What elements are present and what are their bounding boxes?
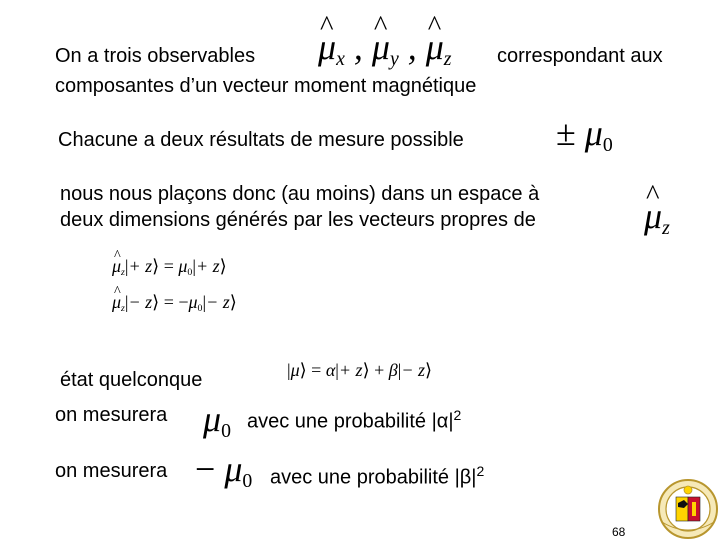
- probability-alpha: avec une probabilité $|\alpha|^2$: [247, 407, 462, 433]
- eigen-equation-plus: ^ $\mu_z|+$ z⟩ = $\mu_0|+$ z⟩: [112, 256, 227, 278]
- state-label: état quelconque: [60, 369, 203, 391]
- measure-value-plus: $\mu_0$: [203, 399, 231, 442]
- eigen-equation-minus: ^ $\mu_z|-$ z⟩ = $-\mu_0|-$ z⟩: [112, 292, 237, 314]
- moment-text: composantes d’un vecteur moment magnétique: [55, 75, 477, 97]
- intro-text-suffix: correspondant aux: [497, 45, 663, 67]
- measure-label-plus: on mesurera: [55, 404, 168, 426]
- eigenvectors-text: deux dimensions générés par les vecteurs propres de: [60, 209, 536, 231]
- probability-beta: avec une probabilité $|\beta|^2$: [270, 463, 485, 489]
- measure-value-minus: − $\mu_0$: [195, 449, 253, 492]
- measure-label-minus: on mesurera: [55, 460, 168, 482]
- state-equation: |μ⟩ = α|+ z⟩ + β|− z⟩: [287, 360, 433, 380]
- university-seal-logo: [656, 478, 720, 540]
- plus-minus-mu0: ± $\mu_0$: [556, 113, 613, 156]
- mu-z-operator: ^ $\mu_z$: [644, 195, 670, 240]
- slide-number: 68: [612, 525, 626, 539]
- intro-text: On a trois observables: [55, 45, 256, 67]
- results-text: Chacune a deux résultats de mesure possible: [58, 129, 464, 151]
- space-text: nous nous plaçons donc (au moins) dans un espace à: [60, 183, 540, 205]
- observables-formula: ^ $\mu_x$ , ^ $\mu_y$ , ^ $\mu_z$: [318, 26, 452, 71]
